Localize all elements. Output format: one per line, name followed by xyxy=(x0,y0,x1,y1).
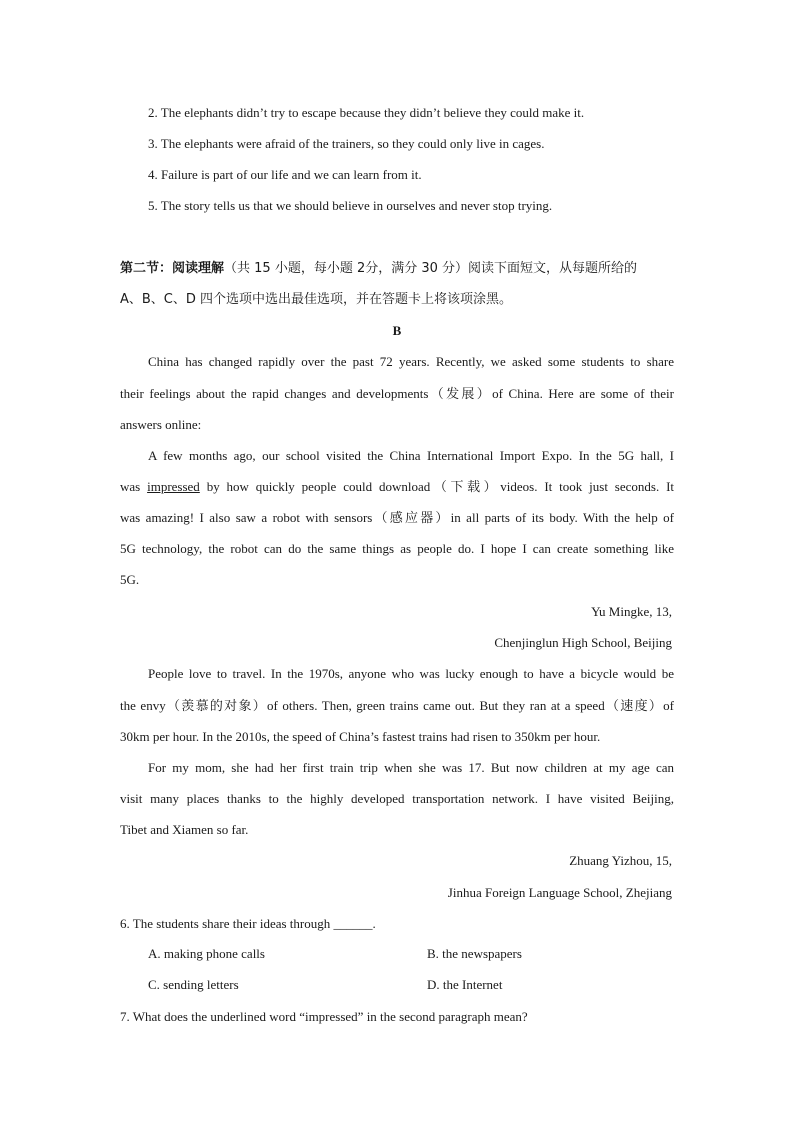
author-1: Yu Mingke, 13, xyxy=(591,604,672,619)
p1-line-4: 5G technology, the robot can do the same things as people do. I hope I can create something like xyxy=(120,541,674,556)
question-6-stem: 6. The students share their ideas through ______. xyxy=(120,916,376,931)
statement-4: 4. Failure is part of our life and we can learn from it. xyxy=(148,167,422,182)
section-heading xyxy=(120,260,637,278)
question-7-stem: 7. What does the underlined word “impressed” in the second paragraph mean? xyxy=(120,1009,528,1024)
p3-line-2: visit many places thanks to the highly developed transportation network. I have visited Beijing, xyxy=(120,791,674,806)
p1-line-2-pre: was xyxy=(120,479,141,494)
p2-line-2: the envy（羡慕的对象）of others. Then, green trains came out. But they ran at a speed（速度）of xyxy=(120,698,674,713)
section-instructions: （共 15 小题，每小题 2分，满分 30 分）阅读下面短文，从每题所给的 xyxy=(224,261,638,276)
p2-line-1: People love to travel. In the 1970s, anyone who was lucky enough to have a bicycle would be xyxy=(148,666,674,681)
q6-option-b[interactable]: B. the newspapers xyxy=(427,946,522,961)
section-title: 第二节：阅读理解 xyxy=(120,261,225,276)
p1-line-2-post: by how quickly people could download（下载）videos. It took just seconds. It xyxy=(206,479,675,494)
intro-line-1: China has changed rapidly over the past 72 years. Recently, we asked some students to share xyxy=(148,354,674,369)
p1-line-3: was amazing! I also saw a robot with sensors（感应器）in all parts of its body. With the help of xyxy=(120,510,674,525)
passage-label: B xyxy=(392,323,402,338)
intro-line-3: answers online: xyxy=(120,417,202,432)
author-2: Zhuang Yizhou, 15, xyxy=(569,853,672,868)
p3-line-3: Tibet and Xiamen so far. xyxy=(120,822,249,837)
q6-option-c[interactable]: C. sending letters xyxy=(148,977,239,992)
p1-line-5: 5G. xyxy=(120,572,140,587)
p1-line-1: A few months ago, our school visited the China International Import Expo. In the 5G hall, I xyxy=(148,448,674,463)
statement-3: 3. The elephants were afraid of the trainers, so they could only live in cages. xyxy=(148,136,545,151)
p1-line-2 xyxy=(120,478,674,496)
school-2: Jinhua Foreign Language School, Zhejiang xyxy=(447,885,672,900)
q6-option-d[interactable]: D. the Internet xyxy=(427,977,503,992)
school-1: Chenjinglun High School, Beijing xyxy=(494,635,672,650)
intro-line-2: their feelings about the rapid changes and developments（发展）of China. Here are some of their xyxy=(120,386,674,401)
underlined-word-impressed: impressed xyxy=(147,479,200,494)
q6-option-a[interactable]: A. making phone calls xyxy=(148,946,265,961)
section-instructions-line2: A、B、C、D 四个选项中选出最佳选项，并在答题卡上将该项涂黑。 xyxy=(120,292,513,307)
p2-line-3: 30km per hour. In the 2010s, the speed of China’s fastest trains had risen to 350km per hour. xyxy=(120,729,601,744)
statement-2: 2. The elephants didn’t try to escape because they didn’t believe they could make it. xyxy=(148,105,585,120)
p3-line-1: For my mom, she had her first train trip when she was 17. But now children at my age can xyxy=(148,760,674,775)
statement-5: 5. The story tells us that we should believe in ourselves and never stop trying. xyxy=(148,198,553,213)
